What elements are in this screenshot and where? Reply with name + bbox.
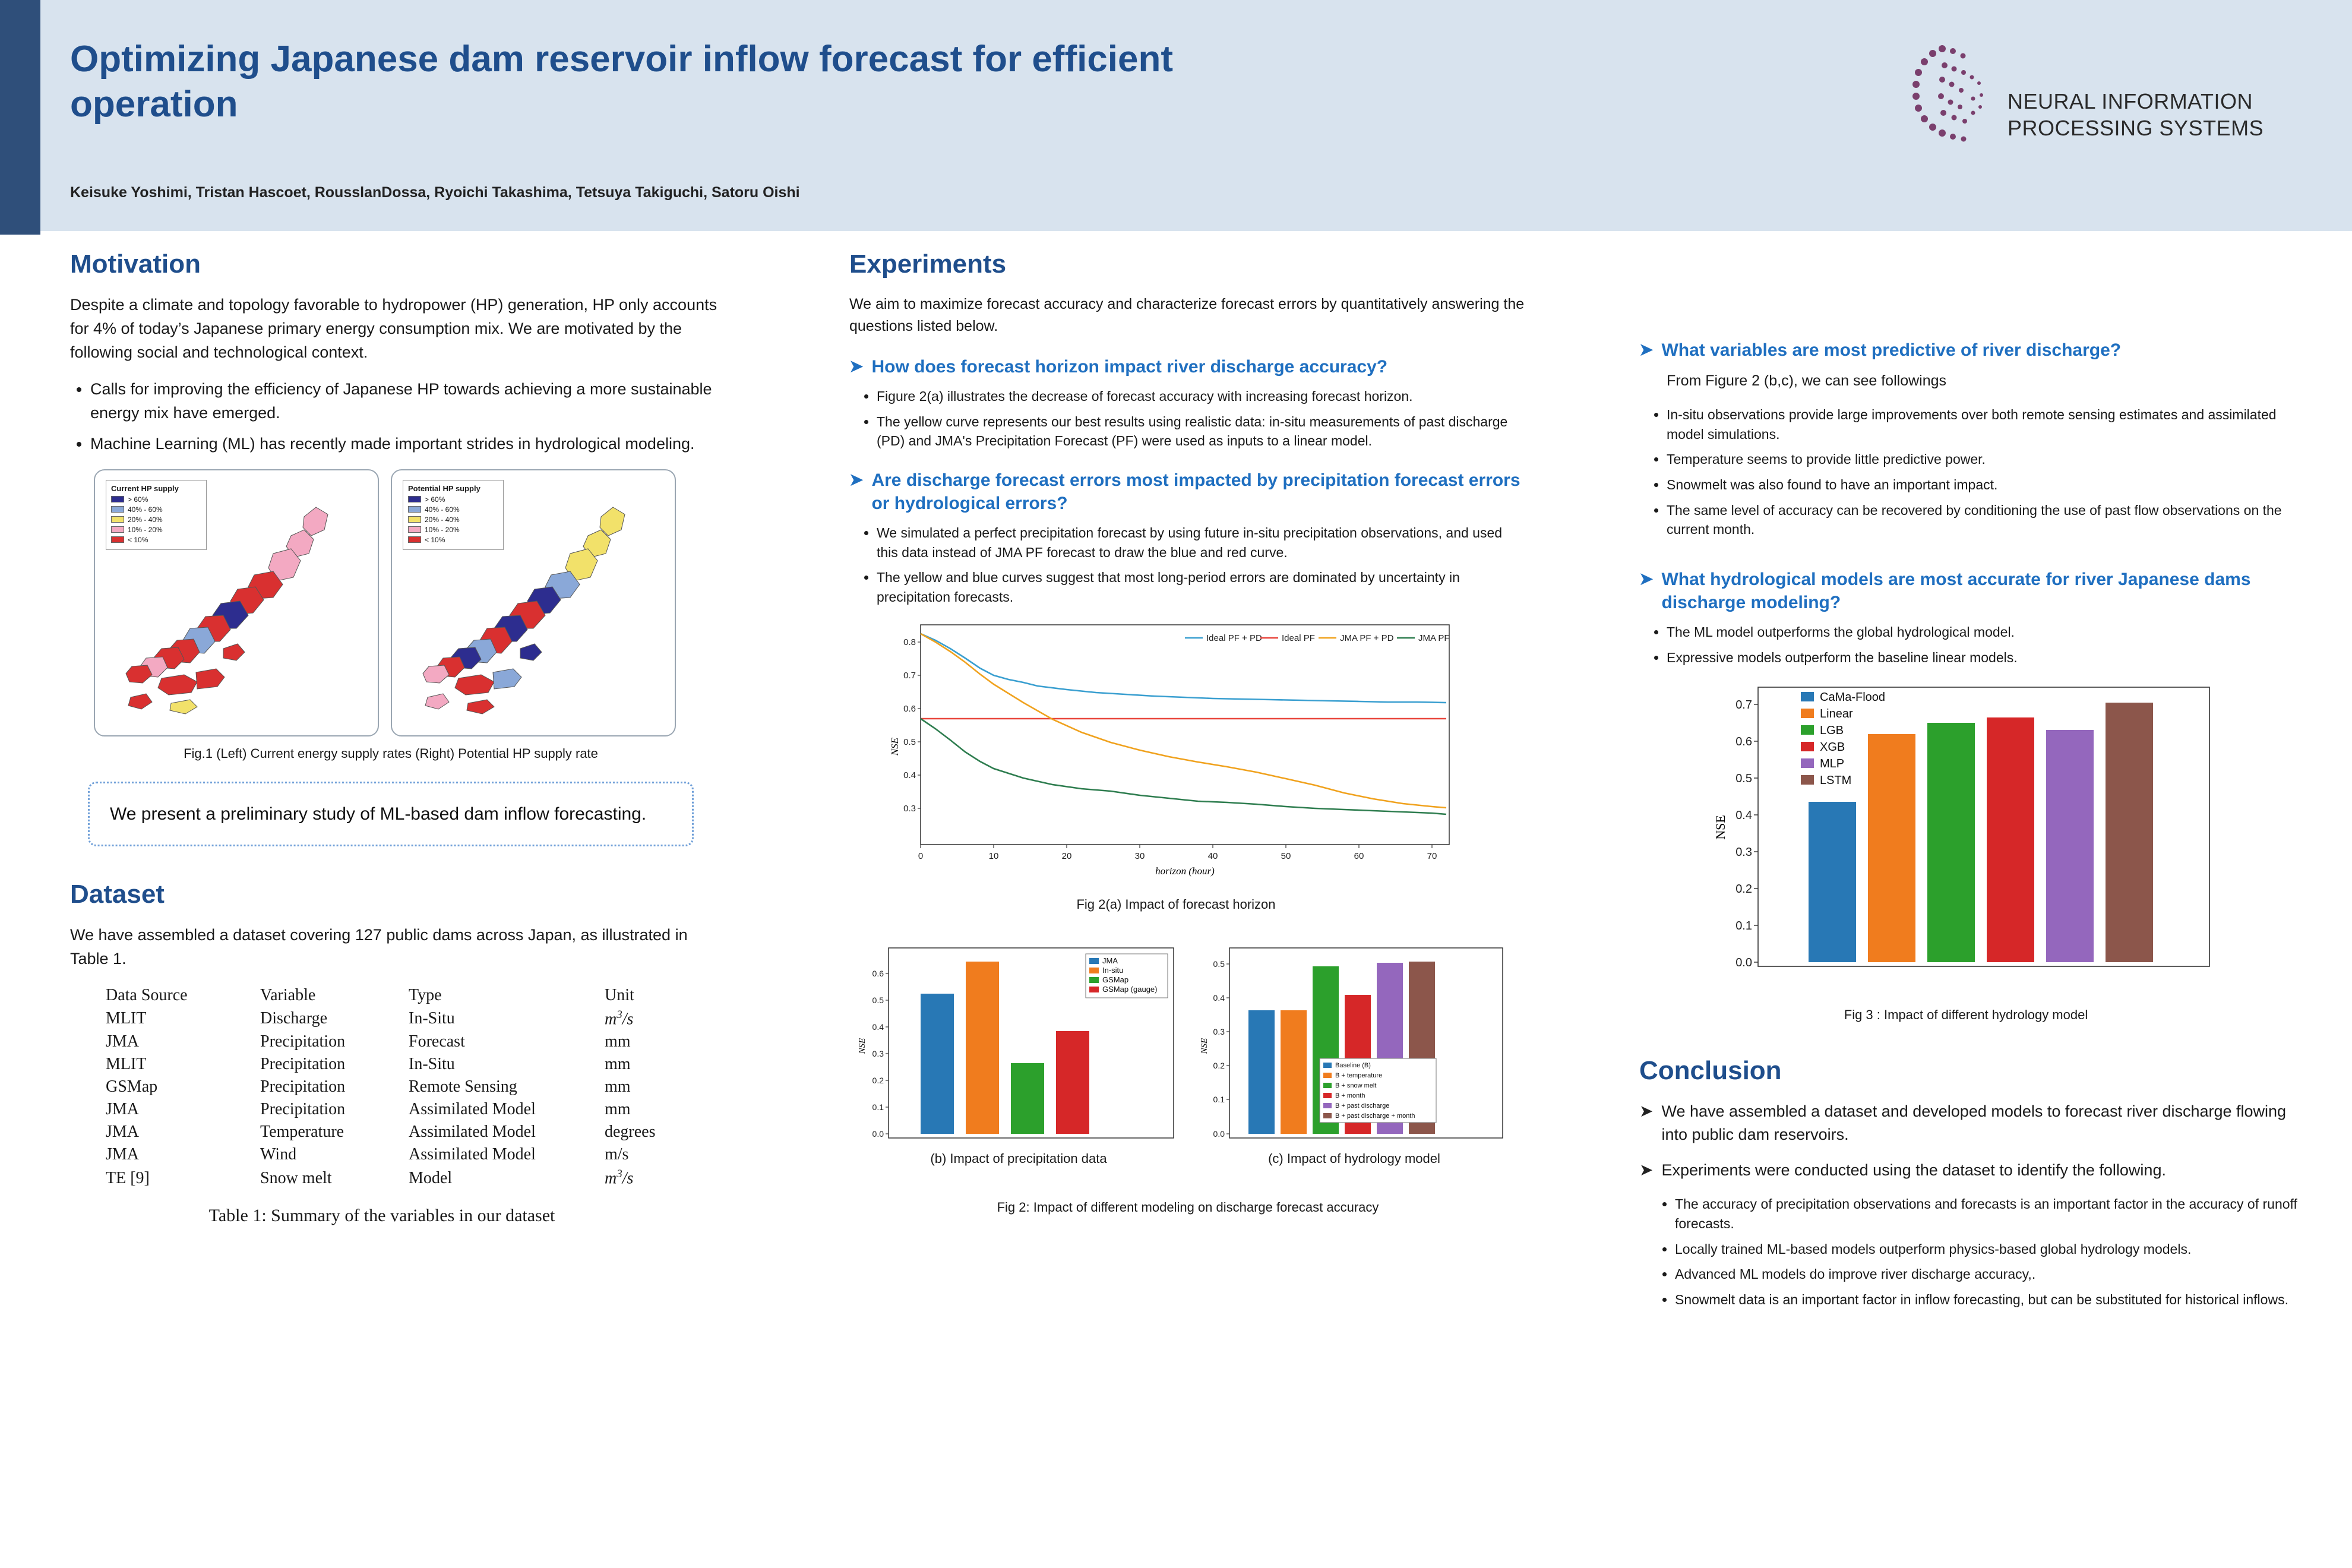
question-4-text: What hydrological models are most accurate for river Japanese dams discharge modeling? (1661, 569, 2251, 612)
svg-text:0.2: 0.2 (872, 1075, 884, 1085)
header-accent-bar (0, 0, 40, 235)
motivation-paragraph: Despite a climate and topology favorable to hydropower (HP) generation, HP only accounts for 4% of today’s Japanese primary energy consumption mix. We are motivated by the following social and technological context. (70, 296, 717, 361)
svg-text:60: 60 (1354, 851, 1364, 861)
svg-text:LSTM: LSTM (1820, 774, 1852, 788)
list-item: • The ML model outperforms the global hydrological model. (1667, 622, 2299, 642)
legend-swatch (408, 496, 421, 502)
figure-1-caption: Fig.1 (Left) Current energy supply rates (Right) Potential HP supply rate (184, 745, 598, 761)
conclusion-item-text: We have assembled a dataset and developed models to forecast river discharge flowing into public dam reservoirs. (1661, 1102, 2287, 1143)
neurips-line1: NEURAL INFORMATION (2008, 89, 2253, 113)
cell: Precipitation (260, 1077, 346, 1096)
question-1-text: How does forecast horizon impact river discharge accuracy? (871, 357, 1388, 377)
arrow-bullet-icon: ➤ (849, 357, 864, 375)
arrow-bullet-icon: ➤ (1639, 569, 1654, 588)
list-item: • Figure 2(a) illustrates the decrease of forecast accuracy with increasing forecast horizon. (877, 387, 1526, 406)
svg-text:0.0: 0.0 (1735, 956, 1752, 970)
arrow-bullet-icon: ➤ (849, 470, 864, 489)
svg-text:0.5: 0.5 (903, 736, 916, 747)
legend-label: > 60% (128, 495, 148, 504)
figure-2b-chart (849, 942, 1188, 1168)
svg-text:40: 40 (1207, 851, 1218, 861)
figure-2-caption: Fig 2: Impact of different modeling on discharge forecast accuracy (997, 1199, 1379, 1215)
cell: JMA (106, 1145, 140, 1164)
column-middle (849, 249, 1526, 1215)
svg-text:0.0: 0.0 (872, 1128, 884, 1139)
legend-swatch (111, 516, 124, 523)
table-row (106, 1143, 712, 1166)
legend-swatch (111, 496, 124, 502)
cell: mm (605, 1077, 631, 1096)
legend-row (111, 526, 201, 534)
cell: Forecast (409, 1032, 465, 1051)
svg-text:Ideal PF: Ideal PF (1282, 633, 1315, 643)
cell: Snow melt (260, 1168, 332, 1187)
legend-row (408, 505, 498, 514)
cell: TE [9] (106, 1168, 150, 1187)
legend-row (111, 516, 201, 524)
cell: mm (605, 1055, 631, 1074)
cell: MLIT (106, 1009, 147, 1028)
svg-text:0.6: 0.6 (1735, 735, 1752, 749)
legend-label: < 10% (425, 535, 445, 544)
table-1-caption: Table 1: Summary of the variables in our dataset (208, 1205, 555, 1225)
question-3-bullets (1639, 405, 2299, 539)
map-legend-current (106, 480, 207, 550)
svg-text:Baseline (B): Baseline (B) (1335, 1061, 1371, 1069)
svg-text:0.5: 0.5 (1213, 959, 1225, 969)
table-header-row (106, 984, 712, 1007)
legend-row (408, 536, 498, 544)
map-legend-title: Current HP supply (111, 483, 179, 493)
cell: degrees (605, 1123, 656, 1142)
section-heading-experiments: Experiments (849, 249, 1007, 279)
list-item: • Snowmelt data is an important factor in inflow forecasting, but can be substituted for historical inflows. (1675, 1290, 2299, 1310)
legend-swatch (111, 506, 124, 513)
figure-3-caption: Fig 3 : Impact of different hydrology model (1844, 1007, 2088, 1023)
cell: Precipitation (260, 1100, 346, 1119)
legend-swatch (111, 536, 124, 543)
cell: Temperature (260, 1123, 344, 1142)
table-row (106, 1053, 712, 1076)
svg-text:Linear: Linear (1820, 707, 1853, 721)
list-item: • Temperature seems to provide little predictive power. (1667, 450, 2299, 469)
map-current-hp-supply (94, 469, 379, 736)
question-3-heading (1639, 339, 2299, 362)
cell: $m^3/s$ (605, 1009, 634, 1029)
svg-text:B + past discharge: B + past discharge (1335, 1102, 1390, 1109)
cell: JMA (106, 1100, 140, 1119)
svg-text:0.4: 0.4 (872, 1022, 884, 1032)
svg-text:0.3: 0.3 (1735, 846, 1752, 859)
map-legend-title: Potential HP supply (408, 483, 480, 493)
svg-text:JMA PF: JMA PF (1418, 633, 1450, 643)
conclusion-item-text: Experiments were conducted using the dataset to identify the following. (1661, 1161, 2166, 1179)
legend-swatch (408, 536, 421, 543)
column-header: Type (409, 986, 442, 1005)
cell: Precipitation (260, 1055, 346, 1074)
svg-text:0.6: 0.6 (903, 703, 916, 714)
dataset-paragraph: We have assembled a dataset covering 127 public dams across Japan, as illustrated in Table 1. (70, 926, 688, 968)
neurips-line2: PROCESSING SYSTEMS (2008, 116, 2264, 140)
section-heading-conclusion: Conclusion (1639, 1056, 1782, 1086)
list-item: • The yellow and blue curves suggest that most long-period errors are dominated by uncertainty in precipitation forecasts. (877, 568, 1526, 606)
column-left (70, 249, 729, 1226)
column-header: Variable (260, 986, 316, 1005)
list-item: • The accuracy of precipitation observations and forecasts is an important factor in the accuracy of runoff forecasts. (1675, 1194, 2299, 1233)
legend-label: 40% - 60% (128, 505, 163, 514)
experiments-intro: We aim to maximize forecast accuracy and characterize forecast errors by quantitatively answering the questions listed below. (849, 296, 1525, 334)
question-3-text: What variables are most predictive of river discharge? (1661, 340, 2122, 360)
map-legend-potential (403, 480, 504, 550)
question-1-bullets (849, 387, 1526, 451)
svg-text:20: 20 (1061, 851, 1072, 861)
svg-text:MLP: MLP (1820, 757, 1845, 771)
cell: mm (605, 1100, 631, 1119)
figure-3-chart (1699, 679, 2299, 1003)
legend-label: 20% - 40% (425, 515, 460, 524)
figure-2bc-wrap (849, 942, 1526, 1191)
list-item: • The yellow curve represents our best results using realistic data: in-situ measurements of past discharge (PD) and JMA's Precipitation Forecast (PF) were used as inputs to a linear model. (877, 412, 1526, 451)
svg-text:70: 70 (1427, 851, 1437, 861)
arrow-bullet-icon: ➤ (1639, 1160, 1654, 1179)
svg-text:NSE: NSE (1200, 1038, 1209, 1054)
legend-label: 10% - 20% (128, 525, 163, 534)
svg-text:0.2: 0.2 (1735, 883, 1752, 896)
svg-text:In-situ: In-situ (1102, 965, 1124, 975)
svg-text:GSMap: GSMap (1102, 975, 1129, 984)
question-2-heading (849, 469, 1526, 515)
svg-text:NSE: NSE (858, 1038, 867, 1054)
svg-text:B + past discharge + month: B + past discharge + month (1335, 1112, 1415, 1120)
svg-text:0: 0 (918, 851, 924, 861)
figure-2c-chart (1194, 942, 1515, 1168)
legend-row (111, 536, 201, 544)
fig3-svg (1699, 679, 2233, 1000)
list-item: • In-situ observations provide large improvements over both remote sensing estimates and assimilated model simulations. (1667, 405, 2299, 444)
svg-text:XGB: XGB (1820, 741, 1845, 754)
list-item: • Advanced ML models do improve river discharge accuracy,. (1675, 1264, 2299, 1284)
conclusion-item (1639, 1159, 2299, 1181)
legend-label: 40% - 60% (425, 505, 460, 514)
legend-swatch (408, 506, 421, 513)
table-row (106, 1121, 712, 1143)
figure-2a-caption: Fig 2(a) Impact of forecast horizon (1076, 896, 1276, 912)
cell: MLIT (106, 1055, 147, 1074)
question-4-bullets (1639, 622, 2299, 667)
list-item: • Machine Learning (ML) has recently made important strides in hydrological modeling. (90, 432, 729, 456)
legend-row (111, 495, 201, 504)
cell: JMA (106, 1032, 140, 1051)
cell: In-Situ (409, 1055, 455, 1074)
column-header: Data Source (106, 986, 188, 1005)
svg-text:0.3: 0.3 (1213, 1026, 1225, 1036)
svg-text:0.3: 0.3 (872, 1048, 884, 1058)
svg-text:0.3: 0.3 (903, 803, 916, 814)
svg-text:horizon (hour): horizon (hour) (1155, 865, 1215, 877)
svg-text:0.2: 0.2 (1213, 1060, 1225, 1070)
question-2-bullets (849, 523, 1526, 607)
cell: Assimilated Model (409, 1145, 536, 1164)
list-item: • The same level of accuracy can be recovered by conditioning the use of past flow observations on the current month. (1667, 501, 2299, 539)
legend-row (408, 495, 498, 504)
arrow-bullet-icon: ➤ (1639, 1102, 1654, 1121)
legend-row (408, 516, 498, 524)
conclusion-item (1639, 1100, 2299, 1146)
conclusion-bullets (1639, 1194, 2299, 1309)
list-item: • Locally trained ML-based models outperform physics-based global hydrology models. (1675, 1240, 2299, 1259)
cell: Wind (260, 1145, 297, 1164)
svg-text:JMA: JMA (1102, 956, 1118, 965)
table-row (106, 1030, 712, 1053)
cell: m/s (605, 1145, 629, 1164)
list-item: • Snowmelt was also found to have an important impact. (1667, 475, 2299, 495)
cell: JMA (106, 1123, 140, 1142)
svg-text:0.0: 0.0 (1213, 1128, 1225, 1139)
table-row (106, 1166, 712, 1190)
figure-2c-caption: (c) Impact of hydrology model (1268, 1150, 1440, 1166)
svg-text:0.7: 0.7 (903, 670, 916, 681)
neurips-wordmark (2008, 88, 2287, 141)
svg-text:0.4: 0.4 (1735, 809, 1752, 823)
svg-text:B + month: B + month (1335, 1092, 1365, 1099)
cell: Assimilated Model (409, 1123, 536, 1142)
figure-2b-caption: (b) Impact of precipitation data (930, 1150, 1107, 1166)
svg-text:0.5: 0.5 (872, 995, 884, 1005)
page-title: Optimizing Japanese dam reservoir inflow forecast for efficient operation (70, 39, 1174, 125)
column-right (1639, 321, 2299, 1320)
cell: Precipitation (260, 1032, 346, 1051)
figure-1-maps (94, 469, 688, 742)
dataset-table (106, 984, 712, 1190)
legend-row (408, 526, 498, 534)
svg-text:0.1: 0.1 (872, 1102, 884, 1112)
legend-label: > 60% (425, 495, 445, 504)
figure-2a-chart (885, 619, 1467, 892)
question-1-heading (849, 355, 1526, 378)
cell: GSMap (106, 1077, 158, 1096)
list-item: • Expressive models outperform the baseline linear models. (1667, 648, 2299, 668)
legend-row (111, 505, 201, 514)
list-item: • Calls for improving the efficiency of Japanese HP towards achieving a more sustainable energy mix have emerged. (90, 378, 729, 425)
svg-text:0.5: 0.5 (1735, 772, 1752, 786)
neurips-logo-icon (1907, 42, 1996, 154)
author-list: Keisuke Yoshimi, Tristan Hascoet, RousslanDossa, Ryoichi Takashima, Tetsuya Takiguchi, Satoru Oishi (70, 184, 800, 201)
cell: Discharge (260, 1009, 327, 1028)
cell: Assimilated Model (409, 1100, 536, 1119)
svg-text:B + snow melt: B + snow melt (1335, 1082, 1377, 1089)
legend-label: < 10% (128, 535, 148, 544)
svg-text:0.8: 0.8 (903, 637, 916, 647)
motivation-bullets (70, 378, 729, 456)
svg-text:0.7: 0.7 (1735, 698, 1752, 712)
cell: Remote Sensing (409, 1077, 517, 1096)
svg-text:B + temperature: B + temperature (1335, 1071, 1383, 1079)
cell: Model (409, 1168, 453, 1187)
svg-text:NSE: NSE (889, 737, 900, 755)
svg-text:GSMap (gauge): GSMap (gauge) (1102, 984, 1158, 994)
question-4-heading (1639, 568, 2299, 614)
cell: $m^3/s$ (605, 1168, 634, 1188)
legend-swatch (408, 516, 421, 523)
table-row (106, 1098, 712, 1121)
svg-text:0.4: 0.4 (1213, 992, 1225, 1003)
svg-text:LGB: LGB (1820, 724, 1844, 738)
legend-label: 20% - 40% (128, 515, 163, 524)
svg-text:0.1: 0.1 (1213, 1094, 1225, 1104)
question-3-intro: From Figure 2 (b,c), we can see followings (1667, 372, 1947, 389)
list-item: • We simulated a perfect precipitation forecast by using future in-situ precipitation observations, and used this data instead of JMA PF forecast to draw the blue and red curve. (877, 523, 1526, 562)
fig2a-svg (885, 619, 1467, 880)
map-potential-hp-supply (391, 469, 676, 736)
svg-text:Ideal PF + PD: Ideal PF + PD (1206, 633, 1262, 643)
legend-swatch (408, 526, 421, 533)
question-2-text: Are discharge forecast errors most impacted by precipitation forecast errors or hydrological errors? (871, 470, 1520, 513)
svg-text:CaMa-Flood: CaMa-Flood (1820, 691, 1886, 704)
svg-text:50: 50 (1281, 851, 1291, 861)
svg-text:10: 10 (988, 851, 999, 861)
arrow-bullet-icon: ➤ (1639, 340, 1654, 359)
section-heading-motivation: Motivation (70, 249, 201, 279)
section-heading-dataset: Dataset (70, 880, 165, 909)
cell: mm (605, 1032, 631, 1051)
svg-text:0.4: 0.4 (903, 770, 916, 780)
svg-text:30: 30 (1134, 851, 1145, 861)
highlight-callout: We present a preliminary study of ML-based dam inflow forecasting. (88, 782, 694, 847)
svg-text:0.1: 0.1 (1735, 919, 1752, 933)
cell: In-Situ (409, 1009, 455, 1028)
table-row (106, 1007, 712, 1030)
legend-swatch (111, 526, 124, 533)
legend-label: 10% - 20% (425, 525, 460, 534)
svg-text:JMA PF + PD: JMA PF + PD (1340, 633, 1394, 643)
svg-text:0.6: 0.6 (872, 968, 884, 978)
table-row (106, 1076, 712, 1098)
column-header: Unit (605, 986, 634, 1005)
svg-text:NSE: NSE (1713, 815, 1728, 840)
poster-header (0, 0, 2352, 235)
